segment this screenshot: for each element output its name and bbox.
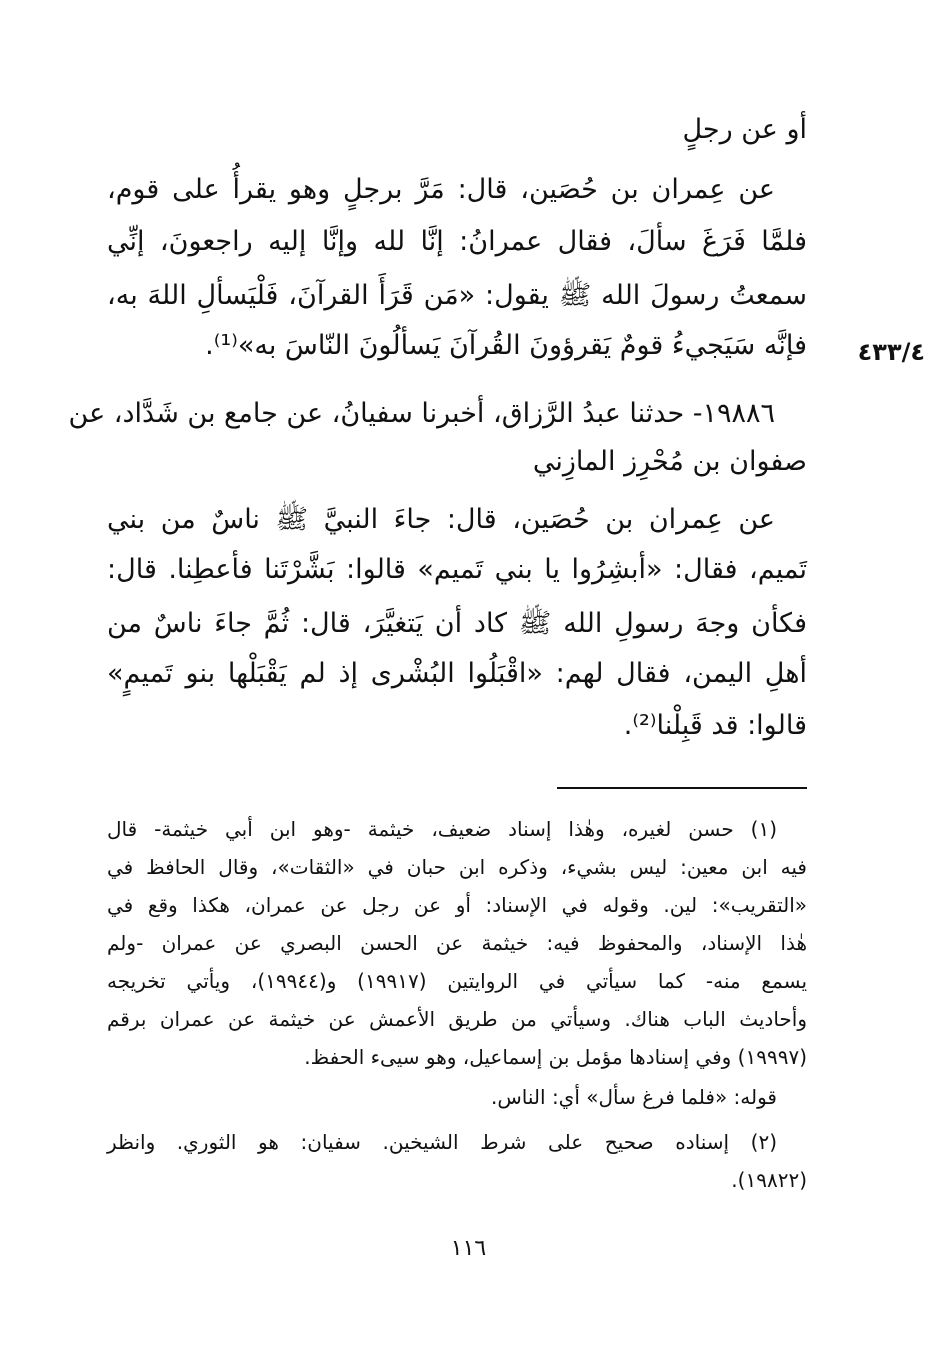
hadith-2-isnad-line-2: صفوان بن مُحْرِز المازِني xyxy=(532,446,807,477)
hadith-1-line-4: فإنَّه سَيَجيءُ قومٌ يَقرؤونَ القُرآنَ يَسألُونَ النّاسَ به»⁽¹⁾. xyxy=(205,330,807,361)
hadith-2-matn-line-3: فكأن وجهَ رسولِ الله ﷺ كاد أن يَتغيَّرَ، قال: ثُمَّ جاءَ ناسٌ من xyxy=(107,608,807,639)
footnote-1-line-6: وأحاديث الباب هناك. وسيأتي من طريق الأعمش عن خيثمة عن عمران برقم xyxy=(107,1007,807,1031)
page-number: ١١٦ xyxy=(450,1236,487,1261)
hadith-2-matn-line-5: قالوا: قد قَبِلْنا⁽²⁾. xyxy=(623,710,807,741)
hadith-2-matn-line-4: أهلِ اليمن، فقال لهم: «اقْبَلُوا البُشْرى إذ لم يَقْبَلْها بنو تَميمٍ» xyxy=(107,658,807,689)
hadith-2-matn-line-2: تَميم، فقال: «أبشِرُوا يا بني تَميم» قالوا: بَشَّرْتَنا فأعطِنا. قال: xyxy=(107,554,807,585)
footnote-1-line-1: (١) حسن لغيره، وهٰذا إسناد ضعيف، خيثمة -وهو ابن أبي خيثمة- قال xyxy=(107,817,777,841)
hadith-1-line-3: سمعتُ رسولَ الله ﷺ يقول: «مَن قَرَأَ القرآنَ، فَلْيَسألِ اللهَ به، xyxy=(107,280,807,311)
footnote-1-line-7: (١٩٩٩٧) وفي إسنادها مؤمل بن إسماعيل، وهو سيىء الحفظ. xyxy=(304,1045,807,1069)
footnote-1-line-4: هٰذا الإسناد، والمحفوظ فيه: خيثمة عن الحسن البصري عن عمران -ولم xyxy=(107,931,807,955)
footnote-divider xyxy=(557,787,807,789)
footnote-1-line-2: فيه ابن معين: ليس بشيء، وذكره ابن حبان في «الثقات»، وقال الحافظ في xyxy=(107,855,807,879)
footnote-1-line-5: يسمع منه- كما سيأتي في الروايتين (١٩٩١٧) و(١٩٩٤٤)، ويأتي تخريجه xyxy=(107,969,808,993)
volume-page-reference: ٤٣٣/٤ xyxy=(857,338,925,366)
footnote-1-note: قوله: «فلما فرغ سأل» أي: الناس. xyxy=(491,1085,777,1109)
footnote-2-line-2: (١٩٨٢٢). xyxy=(731,1168,807,1192)
footnote-1-line-3: «التقريب»: لين. وقوله في الإسناد: أو عن رجل عن عمران، هكذا وقع في xyxy=(107,893,807,917)
footnote-2-line-1: (٢) إسناده صحيح على شرط الشيخين. سفيان: هو الثوري. وانظر xyxy=(107,1130,777,1154)
hadith-2-matn-line-1: عن عِمران بن حُصَين، قال: جاءَ النبيَّ ﷺ ناسٌ من بني xyxy=(107,504,775,535)
hadith-1-line-2: فلمَّا فَرَغَ سألَ، فقال عمرانُ: إنَّا لله وإنَّا إليه راجعونَ، إنِّي xyxy=(107,226,807,257)
hadith-2-isnad-line-1: ١٩٨٨٦- حدثنا عبدُ الرَّزاق، أخبرنا سفيانُ، عن جامع بن شَدَّاد، عن xyxy=(68,398,775,429)
hadith-1-opening: أو عن رجلٍ xyxy=(682,114,807,145)
hadith-1-line-1: عن عِمران بن حُصَين، قال: مَرَّ برجلٍ وهو يقرأُ على قوم، xyxy=(107,174,775,205)
